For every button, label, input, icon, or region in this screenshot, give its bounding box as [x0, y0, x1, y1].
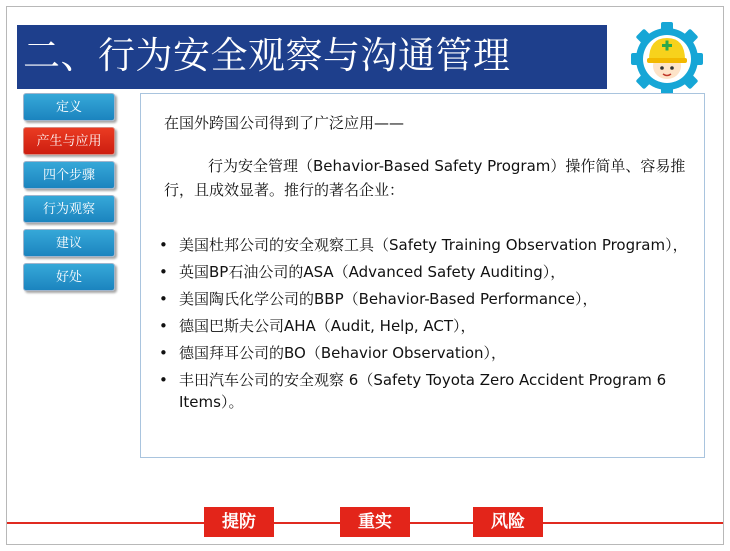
intro-text: 在国外跨国公司得到了广泛应用—— [164, 114, 405, 132]
footer-button-emphasize[interactable]: 重实 [340, 507, 410, 537]
list-item: • 德国拜耳公司的BO（Behavior Observation）， [159, 344, 507, 362]
list-item: • 德国巴斯夫公司AHA（Audit, Help, ACT）， [159, 317, 476, 335]
bullet-icon: • [159, 344, 168, 362]
nav-item-benefits[interactable]: 好处 [23, 263, 115, 291]
nav-item-suggestions[interactable]: 建议 [23, 229, 115, 257]
nav-item-four-steps[interactable]: 四个步骤 [23, 161, 115, 189]
content-box [140, 93, 705, 458]
bullet-icon: • [159, 317, 168, 335]
list-item: • 丰田汽车公司的安全观察 6（Safety Toyota Zero Accident Program 6 Items）。 [159, 371, 667, 411]
list-item: • 美国杜邦公司的安全观察工具（Safety Training Observation Program）， [159, 236, 688, 254]
bullet-icon: • [159, 263, 168, 281]
description-paragraph: 行为安全管理（Behavior-Based Safety Program）操作简单、容易推行，且成效显著。推行的著名企业： [164, 157, 686, 199]
bullet-icon: • [159, 290, 168, 308]
company-list [155, 234, 705, 418]
safety-helmet-gear-logo [625, 20, 709, 98]
nav-item-behavior-observation[interactable]: 行为观察 [23, 195, 115, 223]
page-title: 二、行为安全观察与沟通管理 [23, 34, 511, 77]
nav-item-definition[interactable]: 定义 [23, 93, 115, 121]
bullet-icon: • [159, 371, 168, 389]
title-bar [17, 25, 607, 89]
footer-button-risk[interactable]: 风险 [473, 507, 543, 537]
bullet-icon: • [159, 236, 168, 254]
footer-button-prevent[interactable]: 提防 [204, 507, 274, 537]
nav-item-origin-application[interactable]: 产生与应用 [23, 127, 115, 155]
list-item: • 英国BP石油公司的ASA（Advanced Safety Auditing）， [159, 263, 566, 281]
slide [6, 6, 724, 545]
list-item: • 美国陶氏化学公司的BBP（Behavior-Based Performance）， [159, 290, 598, 308]
